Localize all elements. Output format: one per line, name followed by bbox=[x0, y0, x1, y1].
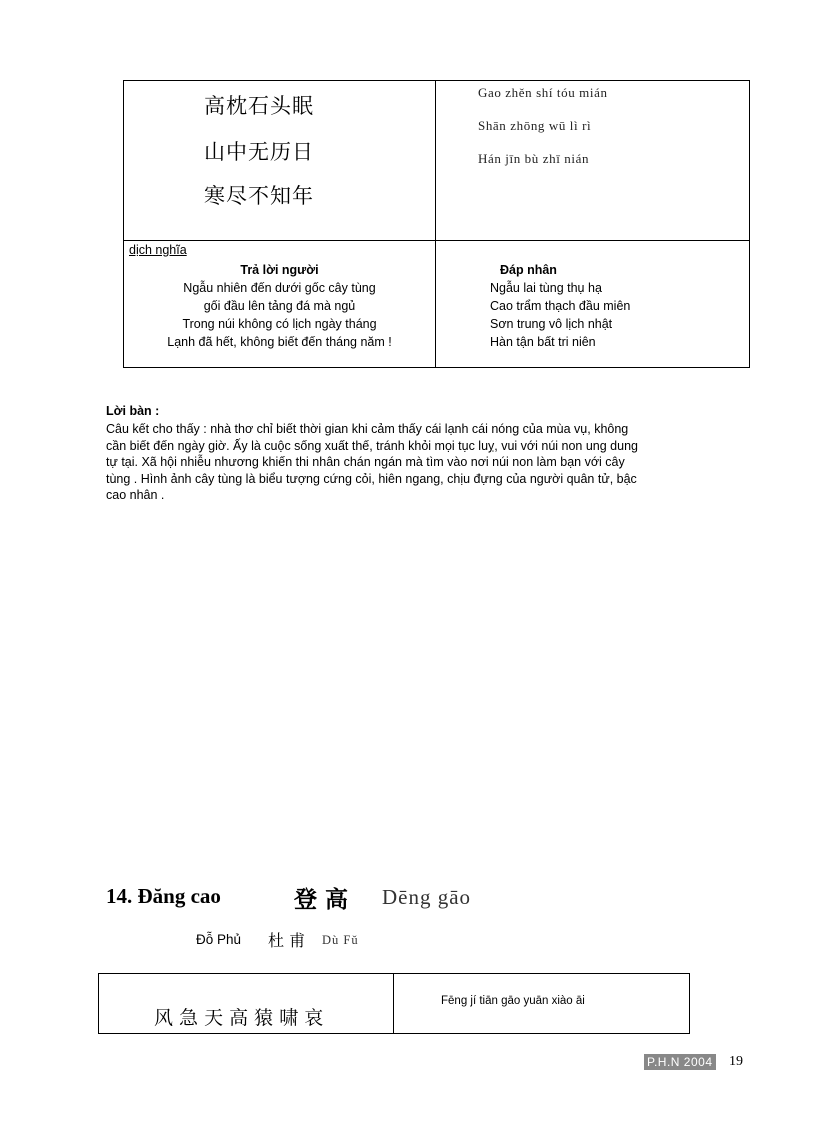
translation-label: dịch nghĩa bbox=[129, 243, 187, 257]
poem-table-divider-h bbox=[123, 240, 750, 241]
copyright-badge: P.H.N 2004 bbox=[644, 1054, 716, 1070]
commentary-line: cần biết đến ngày giờ. Ấy là cuộc sống xuất thế, tránh khỏi mọi tục luỵ, vui với núi non ung dung bbox=[106, 438, 638, 453]
second-table-divider bbox=[393, 973, 394, 1034]
pinyin-line: Hán jīn bù zhī nián bbox=[478, 151, 590, 166]
vn-line: Ngẫu nhiên đến dưới gốc cây tùng bbox=[183, 281, 376, 295]
pinyin-line: Shān zhōng wū lì rì bbox=[478, 118, 592, 133]
section-title-pinyin: Dēng gāo bbox=[382, 885, 472, 909]
section-title: 14. Đăng cao bbox=[106, 884, 221, 908]
commentary-body bbox=[106, 421, 746, 504]
author-han: 杜 甫 bbox=[268, 931, 306, 950]
author-vn: Đỗ Phủ bbox=[196, 932, 242, 947]
hv-line: Cao trẩm thạch đầu miên bbox=[490, 299, 631, 313]
commentary-line: cao nhân . bbox=[106, 488, 165, 502]
vn-line: Trong núi không có lịch ngày tháng bbox=[182, 317, 377, 331]
vn-title: Trả lời người bbox=[240, 263, 319, 277]
vn-line: Lạnh đã hết, không biết đến tháng năm ! bbox=[167, 335, 392, 349]
hv-line: Sơn trung vô lịch nhật bbox=[490, 317, 613, 331]
hv-reading bbox=[490, 261, 630, 351]
vn-translation bbox=[124, 261, 435, 351]
author-pinyin: Dù Fǔ bbox=[322, 933, 359, 947]
commentary-line: Câu kết cho thấy : nhà thơ chỉ biết thời gian khi cảm thấy cái lạnh cái nóng của mùa vụ, không bbox=[106, 422, 629, 436]
hv-title: Đáp nhân bbox=[500, 263, 557, 277]
vn-line: gối đầu lên tảng đá mà ngủ bbox=[203, 299, 356, 313]
pinyin-line: Gao zhěn shí tóu mián bbox=[478, 85, 608, 100]
commentary-line: tự tại. Xã hội nhiễu nhương khiến thi nhân chán ngán mà tìm vào nơi núi non làm bạn với cây bbox=[106, 455, 625, 469]
commentary-heading: Lời bàn : bbox=[106, 404, 160, 418]
chinese-line: 山中无历日 bbox=[204, 140, 314, 164]
hv-line: Ngẫu lai tùng thụ hạ bbox=[490, 281, 602, 295]
chinese-line: 风 急 天 高 猿 啸 哀 bbox=[154, 1007, 324, 1029]
page-number: 19 bbox=[729, 1054, 743, 1069]
poem-table-divider-v bbox=[435, 80, 436, 368]
commentary-line: tùng . Hình ảnh cây tùng là biểu tượng cứng cỏi, hiên ngang, chịu đựng của người quân tử, bậc bbox=[106, 471, 637, 486]
chinese-line: 寒尽不知年 bbox=[204, 184, 314, 208]
chinese-line: 高枕石头眠 bbox=[204, 94, 314, 118]
hv-line: Hàn tận bất tri niên bbox=[490, 335, 596, 349]
section-title-han: 登 高 bbox=[294, 887, 349, 913]
pinyin-line: Fēng jí tiān gāo yuān xiào āi bbox=[441, 995, 585, 1007]
